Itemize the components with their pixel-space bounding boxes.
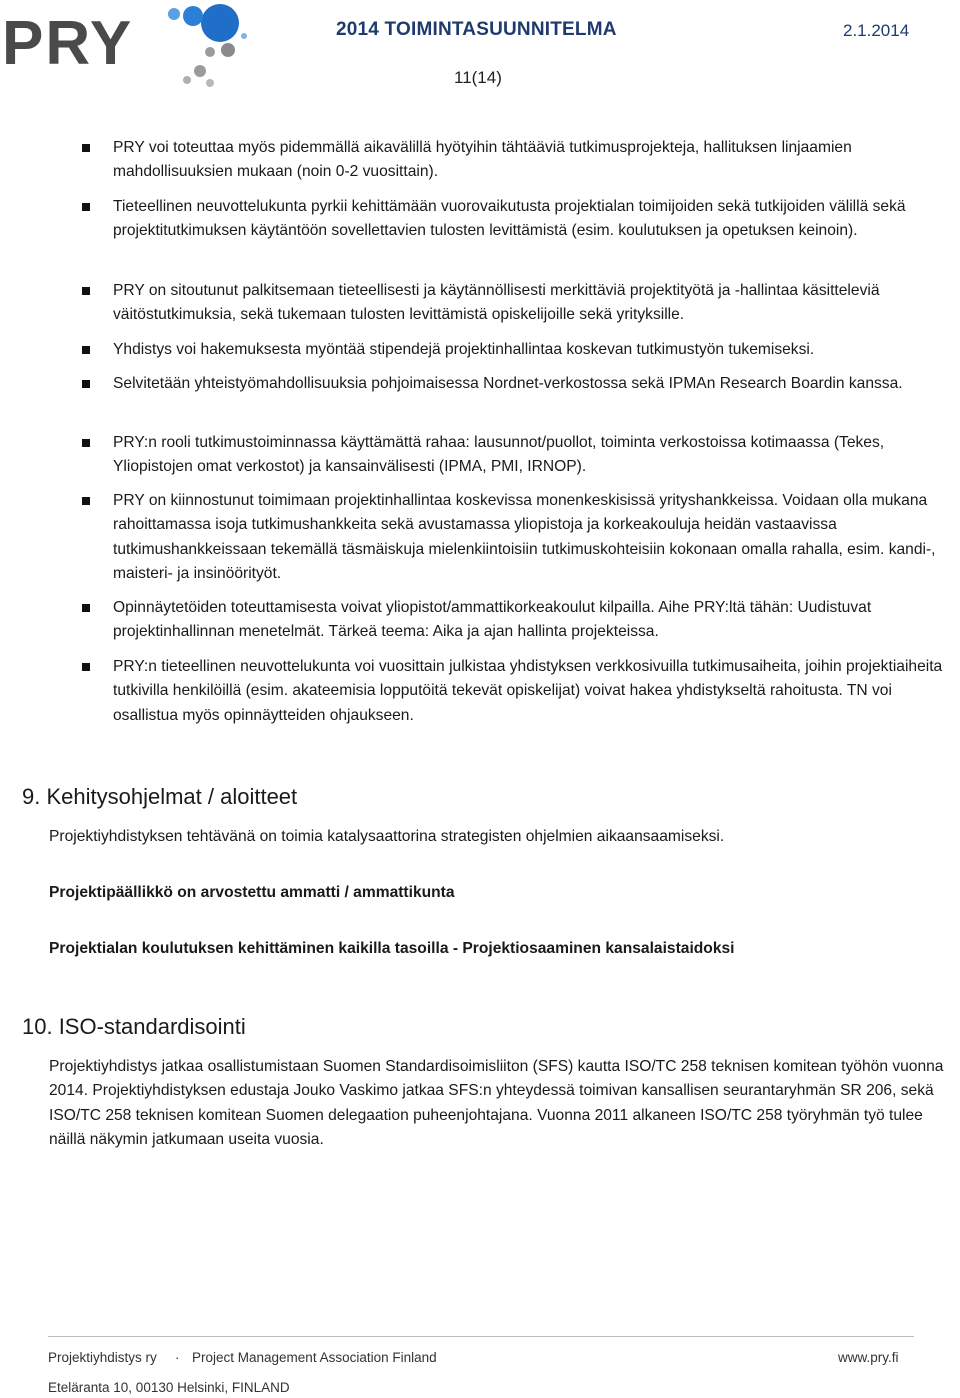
- bullet-marker: [82, 287, 90, 295]
- footer-org-english: Project Management Association Finland: [192, 1350, 437, 1365]
- list-item-text: Selvitetään yhteistyömahdollisuuksia pohjoimaisessa Nordnet-verkostossa sekä IPMAn Research Boardin kanssa.: [113, 375, 903, 392]
- list-item-text: PRY:n tieteellinen neuvottelukunta voi vuosittain julkistaa yhdistyksen verkkosivuilla tutkimusaiheita, joihin projektiaiheita tutkivilla henkilöillä (esim. akateemisia lopputöitä tekevät opiskelijat) voivat hakea yhdistykseltä rahoitusta. TN voi osallistua myös opinnäytteiden ohjaukseen.: [113, 658, 943, 724]
- page-number: 11(14): [454, 68, 502, 87]
- section-10-heading: 10. ISO-standardisointi: [22, 1014, 246, 1039]
- list-item: [113, 136, 960, 185]
- section-9-item-2: Projektialan koulutuksen kehittäminen kaikilla tasoilla - Projektiosaaminen kansalaistaidoksi: [49, 940, 735, 957]
- pry-logo: [0, 0, 250, 90]
- list-item-text: PRY voi toteuttaa myös pidemmällä aikavälillä hyötyihin tähtääviä tutkimusprojekteja, hallituksen linjaamien mahdollisuuksien mukaan (noin 0-2 vuosittain).: [113, 139, 852, 181]
- footer-address: Eteläranta 10, 00130 Helsinki, FINLAND: [48, 1380, 290, 1395]
- bullet-marker: [82, 203, 90, 211]
- logo-dot-large: [201, 4, 239, 42]
- section-9-heading: 9. Kehitysohjelmat / aloitteet: [22, 784, 298, 809]
- bullet-marker: [82, 380, 90, 388]
- bullet-marker: [82, 604, 90, 612]
- list-item-text: Tieteellinen neuvottelukunta pyrkii kehittämään vuorovaikutusta projektialan toimijoiden sekä tutkijoiden välillä sekä projektitutkimuksen käytäntöön sovellettavien tulosten levittämistä (esim. koulutuksen ja opetuksen keinoin).: [113, 198, 906, 240]
- list-item: [113, 655, 960, 728]
- list-item: [113, 195, 960, 244]
- document-title: 2014 TOIMINTASUUNNITELMA: [336, 19, 617, 40]
- list-item: [113, 431, 960, 480]
- list-item-text: PRY on sitoutunut palkitsemaan tieteellisesti ja käytännöllisesti merkittäviä projektityötä ja -hallintaa käsitteleviä väitöstutkimuksia, sekä tukemaan tulosten levittämistä opiskelijoille sekä yrityksille.: [113, 282, 880, 324]
- list-item: [113, 596, 960, 645]
- bullet-marker: [82, 439, 90, 447]
- list-item-text: Yhdistys voi hakemuksesta myöntää stipendejä projektinhallintaa koskevan tutkimustyön tukemiseksi.: [113, 341, 815, 358]
- footer-org: Projektiyhdistys ry: [48, 1350, 157, 1365]
- bullet-marker: [82, 497, 90, 505]
- list-item: [113, 489, 960, 586]
- list-item: [113, 279, 960, 328]
- list-item: [113, 372, 960, 396]
- section-9-intro: Projektiyhdistyksen tehtävänä on toimia katalysaattorina strategisten ohjelmien aikaansaamiseksi.: [49, 828, 725, 845]
- bullet-marker: [82, 663, 90, 671]
- document-date: 2.1.2014: [843, 21, 910, 40]
- section-9-item-1: Projektipäällikkö on arvostettu ammatti / ammattikunta: [49, 884, 455, 901]
- list-item-text: PRY on kiinnostunut toimimaan projektinhallintaa koskevissa monenkeskisissä yrityshankkeissa. Voidaan olla mukana rahoittamassa isoja tutkimushankkeita sekä avustamassa yliopistoja ja korkeakouluja heidän vastaavissa tutkimushankkeissaan tekemällä täsmäiskuja mielenkiintoisiin tutkimuskohteisiin kokonaan omalla rahalla, esim. kandi-, maisteri- ja insinöörityöt.: [113, 492, 936, 582]
- list-item-text: PRY:n rooli tutkimustoiminnassa käyttämättä rahaa: lausunnot/puollot, toiminta verkostoissa kotimaassa (Tekes, Yliopistojen omat verkostot) ja kansainvälisesti (IPMA, PMI, IRNOP).: [113, 434, 885, 476]
- list-item-text: Opinnäytetöiden toteuttamisesta voivat yliopistot/ammattikorkeakoulut kilpailla. Aihe PRY:ltä tähän: Uudistuvat projektinhallinnan menetelmät. Tärkeä teema: Aika ja ajan hallinta projekteissa.: [113, 599, 872, 641]
- footer-divider: [48, 1336, 914, 1337]
- footer-separator: ·: [175, 1350, 180, 1365]
- footer-website-link[interactable]: www.pry.fi: [838, 1350, 899, 1365]
- section-10-body: Projektiyhdistys jatkaa osallistumistaan Suomen Standardisoimisliiton (SFS) kautta ISO/TC 258 teknisen komitean työhön vuonna 2014. Projektiyhdistyksen edustaja Jouko Vaskimo jatkaa SFS:n yhteydessä toimivan kansallisen seurantaryhmän SR 206, sekä ISO/TC 258 teknisen komitean Suomen delegaation puheenjohtajana. Vuonna 2011 alkaneen ISO/TC 258 työryhmän työ tulee näillä näkymin jatkumaan useita vuosia.: [49, 1058, 944, 1148]
- logo-wordmark: PRY: [2, 9, 134, 78]
- list-item: [113, 338, 960, 362]
- bullet-marker: [82, 346, 90, 354]
- bullet-marker: [82, 144, 90, 152]
